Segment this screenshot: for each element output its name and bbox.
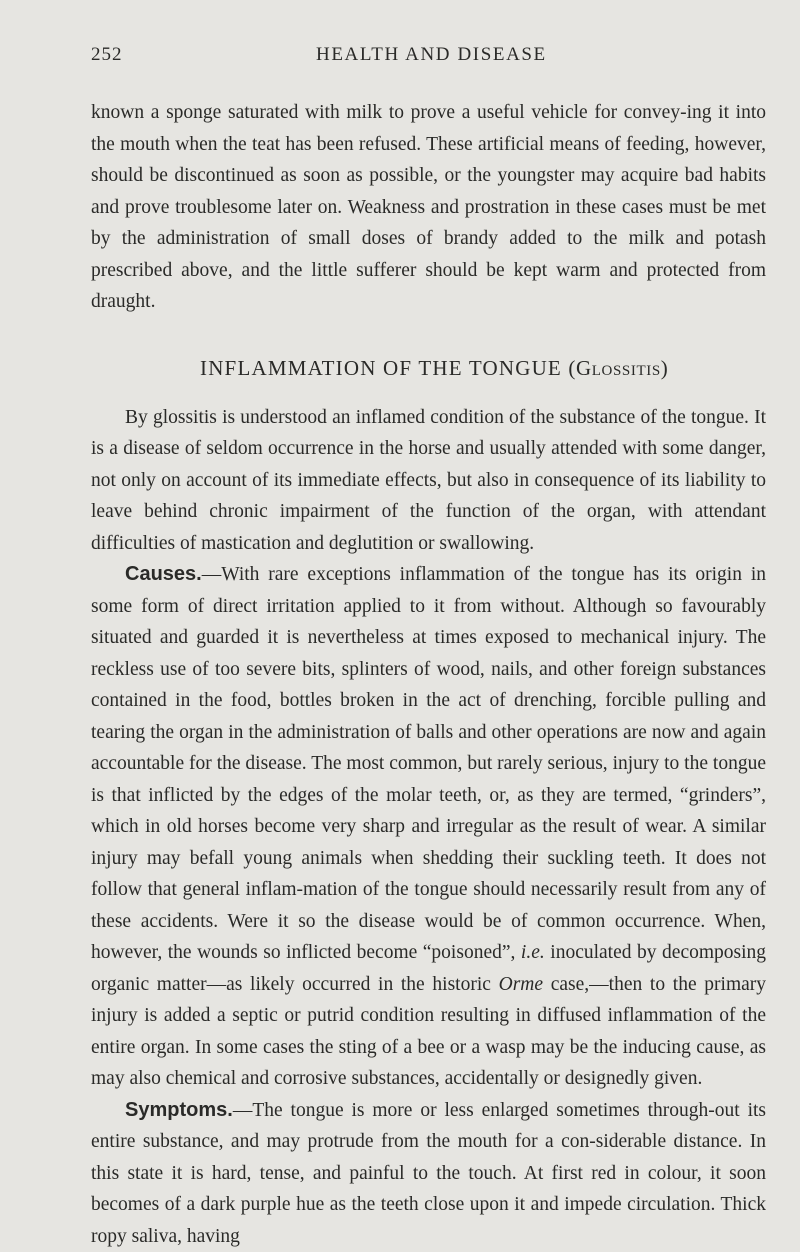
causes-text-a: —With rare exceptions inflammation of the tongue has its origin in some form of direct irritation applied to it from without. Although so favourably situated and guarded it is nevertheless at times exposed to mechanical injury. The reckless use of too severe bits, splinters of wood, nails, and other foreign substances contained in the food, bottles broken in the act of drenching, forcible pulling and tearing the organ in the administration of balls and other operations are now and again accountable for the disease. The most common, but rarely serious, injury to the tongue is that inflicted by the edges of the molar teeth, or, as they are termed, “grinders”, which in old horses become very sharp and irregular as the result of wear. A similar injury may befall young animals when shedding their suckling teeth. It does not follow that general inflam-mation of the tongue should necessarily result from any of these accidents. Were it so the disease would be of common occurrence. When, however, the wounds so inflicted become “poisoned”, bbox=[91, 564, 766, 963]
section-heading bbox=[91, 356, 766, 381]
paragraph-symptoms bbox=[91, 1095, 766, 1252]
causes-italic-orme: Orme bbox=[499, 974, 543, 995]
paragraph-continued: known a sponge saturated with milk to prove a useful vehicle for convey-ing it into the mouth when the teat has been refused. These artificial means of feeding, however, should be discontinued as soon as possible, or the youngster may acquire bad habits and prove troublesome later on. Weakness and prostration in these cases must be met by the administration of small doses of brandy added to the milk and potash prescribed above, and the little sufferer should be kept warm and protected from draught. bbox=[91, 97, 766, 318]
section-subtitle: (Glossitis) bbox=[568, 356, 668, 380]
page-number: 252 bbox=[91, 44, 123, 66]
symptoms-label: Symptoms. bbox=[125, 1099, 233, 1121]
running-title: HEALTH AND DISEASE bbox=[316, 44, 547, 66]
causes-italic-ie: i.e. bbox=[521, 942, 545, 963]
causes-text-c: case,—then to the primary injury is added a septic or putrid condition resulting in diffused inflammation of the entire organ. In some cases the sting of a bee or a wasp may be the inducing cause, as may also chemical and corrosive substances, accidentally or designedly given. bbox=[91, 974, 766, 1090]
causes-text-b: inoculated by decomposing organic matter—as likely occurred in the historic bbox=[91, 942, 766, 995]
symptoms-text: —The tongue is more or less enlarged sometimes through-out its entire substance, and may protrude from the mouth for a con-siderable distance. In this state it is hard, tense, and painful to the touch. At first red in colour, it soon becomes of a dark purple hue as the teeth close upon it and impede circulation. Thick ropy saliva, having bbox=[91, 1100, 766, 1247]
running-head bbox=[91, 30, 766, 70]
paragraph-intro: By glossitis is understood an inflamed condition of the substance of the tongue. It is a disease of seldom occurrence in the horse and usually attended with some danger, not only on account of its immediate effects, but also in consequence of its liability to leave behind chronic impairment of the function of the organ, with attendant difficulties of mastication and deglutition or swallowing. bbox=[91, 402, 766, 560]
section-title: INFLAMMATION OF THE TONGUE bbox=[200, 356, 562, 380]
causes-label: Causes. bbox=[125, 563, 202, 585]
paragraph-causes bbox=[91, 559, 766, 1095]
